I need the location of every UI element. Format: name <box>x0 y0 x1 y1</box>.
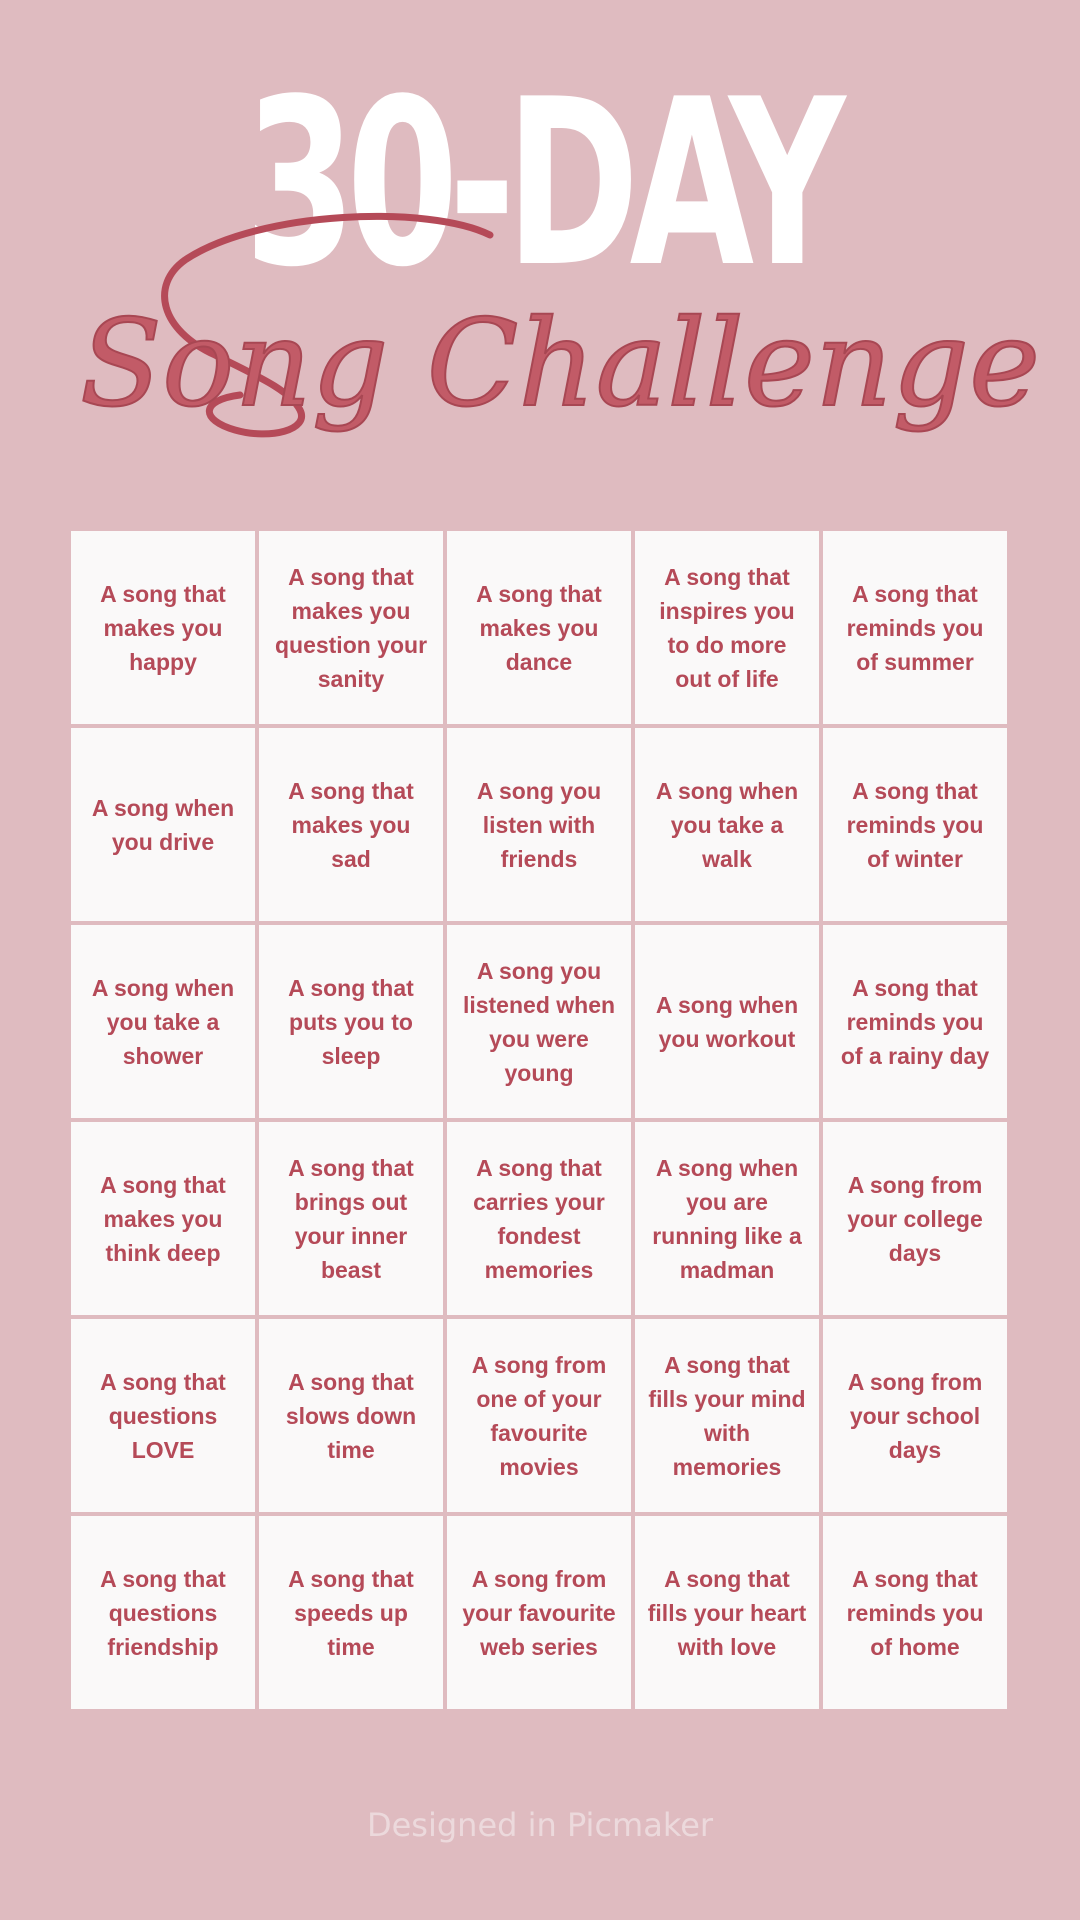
challenge-card <box>823 925 1007 1118</box>
challenge-label: A song that brings out your inner beast <box>288 1154 414 1283</box>
challenge-label: A song that puts you to sleep <box>288 974 414 1069</box>
challenge-label: A song from your school days <box>847 1368 983 1463</box>
footer-credit: Designed in Picmaker <box>366 1806 714 1844</box>
title-song-challenge: Song Challenge <box>79 295 1041 434</box>
challenge-card <box>823 531 1007 724</box>
challenge-label: A song that makes you think deep <box>100 1171 226 1266</box>
challenge-card <box>71 1122 255 1315</box>
header <box>0 0 1080 500</box>
challenge-label: A song that makes you dance <box>476 580 602 675</box>
challenge-label: A song when you drive <box>91 794 235 855</box>
challenge-card <box>71 1319 255 1512</box>
challenge-card <box>635 531 819 724</box>
challenge-card <box>447 1516 631 1709</box>
challenge-label: A song that carries your fondest memories <box>473 1154 605 1283</box>
challenge-card <box>447 1319 631 1512</box>
challenge-label: A song when you are running like a madman <box>652 1154 802 1283</box>
challenge-card <box>635 1122 819 1315</box>
challenge-label: A song when you take a shower <box>91 974 235 1069</box>
challenge-card <box>71 925 255 1118</box>
challenge-label: A song that makes you happy <box>100 580 226 675</box>
challenge-card <box>635 925 819 1118</box>
challenge-label: A song that reminds you of summer <box>846 580 984 675</box>
challenge-card <box>71 531 255 724</box>
challenge-label: A song that slows down time <box>285 1368 417 1463</box>
challenge-card <box>447 925 631 1118</box>
challenge-card <box>823 728 1007 921</box>
challenge-card <box>823 1319 1007 1512</box>
challenge-card <box>259 925 443 1118</box>
challenge-card <box>71 728 255 921</box>
challenge-label: A song you listen with friends <box>476 777 602 872</box>
challenge-label: A song that questions LOVE <box>100 1368 226 1463</box>
title-30-day: 30-DAY <box>244 51 836 318</box>
challenge-card <box>259 531 443 724</box>
challenge-card <box>71 1516 255 1709</box>
challenge-label: A song you listened when you were young <box>462 957 616 1086</box>
challenge-label: A song from your favourite web series <box>462 1565 616 1660</box>
challenge-card <box>635 728 819 921</box>
challenge-card <box>635 1516 819 1709</box>
challenge-label: A song from your college days <box>847 1171 983 1266</box>
challenge-label: A song that speeds up time <box>288 1565 414 1660</box>
challenge-card <box>447 728 631 921</box>
challenge-label: A song that questions friendship <box>100 1565 226 1660</box>
challenge-card <box>259 1516 443 1709</box>
challenge-card <box>635 1319 819 1512</box>
challenge-label: A song that inspires you to do more out of life <box>659 563 795 692</box>
script-title <box>0 0 1080 500</box>
challenge-label: A song that reminds you of a rainy day <box>840 974 990 1069</box>
challenge-label: A song that reminds you of home <box>846 1565 984 1660</box>
challenge-label: A song that fills your heart with love <box>647 1565 807 1660</box>
challenge-card <box>259 728 443 921</box>
challenge-label: A song that makes you sad <box>288 777 414 872</box>
challenge-label: A song from one of your favourite movies <box>471 1351 607 1480</box>
challenge-label: A song when you workout <box>655 991 799 1052</box>
challenge-label: A song when you take a walk <box>655 777 799 872</box>
challenge-label: A song that reminds you of winter <box>846 777 984 872</box>
challenge-card <box>447 531 631 724</box>
challenge-card <box>823 1516 1007 1709</box>
challenge-card <box>823 1122 1007 1315</box>
challenge-card <box>447 1122 631 1315</box>
challenge-label: A song that makes you question your sanity <box>274 563 428 692</box>
challenge-grid <box>71 531 1007 1709</box>
challenge-card <box>259 1319 443 1512</box>
challenge-card <box>259 1122 443 1315</box>
challenge-label: A song that fills your mind with memories <box>648 1351 806 1480</box>
